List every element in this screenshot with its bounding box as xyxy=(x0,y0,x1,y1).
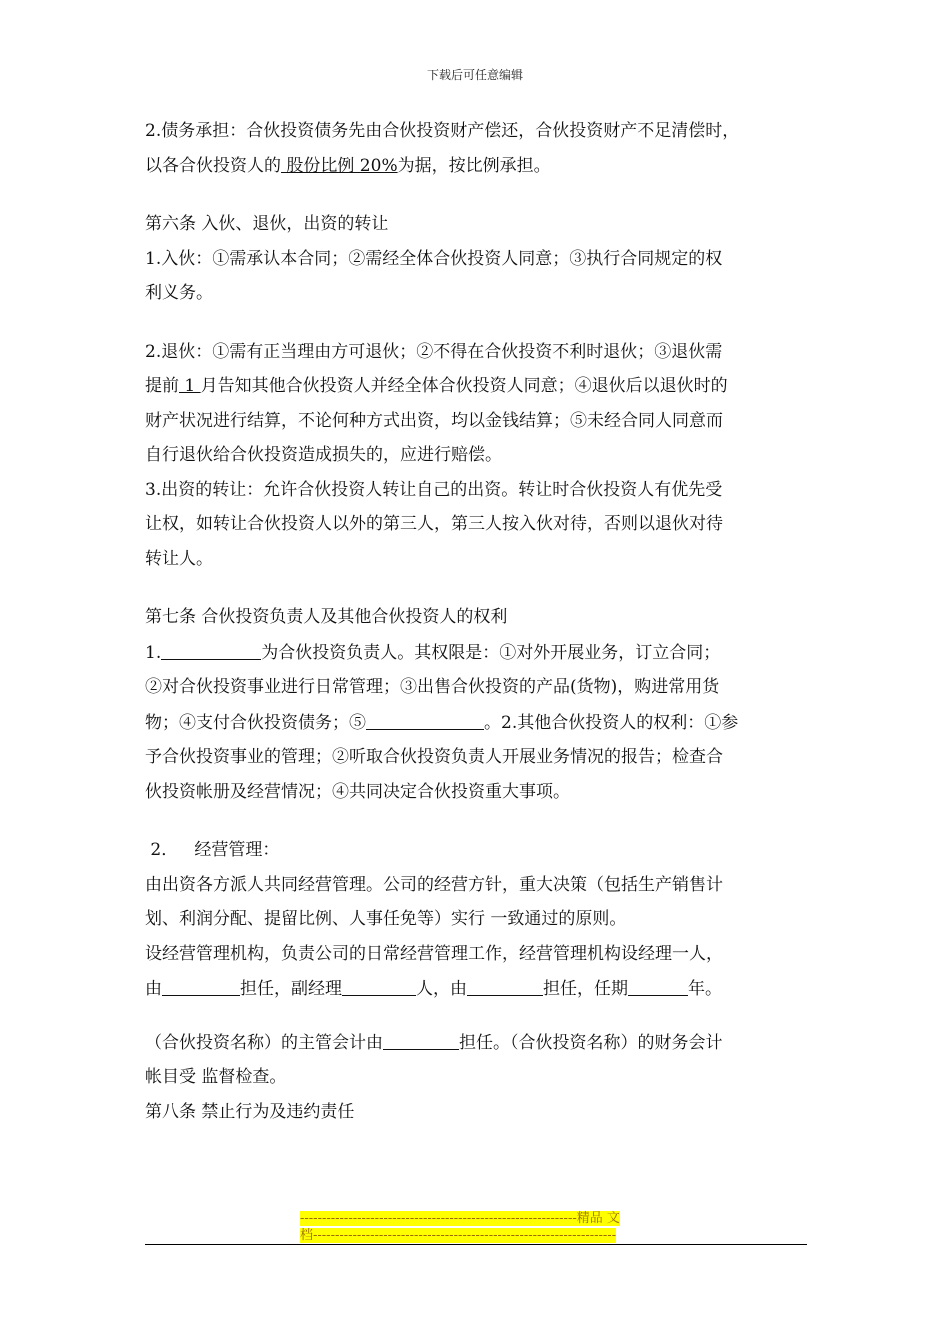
paragraph-line: 1.入伙：①需承认本合同；②需经全体合伙投资人同意；③执行合同规定的权 xyxy=(145,248,723,269)
footer-line: ---------------------------------------------------------------精品 文 xyxy=(300,1211,620,1226)
underlined-value: 股份比例 20% xyxy=(281,155,398,176)
paragraph-line: 让权，如转让合伙投资人以外的第三人，第三人按入伙对待，否则以退伙对待 xyxy=(145,514,723,534)
paragraph-line: 予合伙投资事业的管理；②听取合伙投资负责人开展业务情况的报告；检查合 xyxy=(145,747,723,767)
text: 由 xyxy=(145,979,162,999)
paragraph-line: 利义务。 xyxy=(145,283,213,303)
paragraph-line xyxy=(145,1025,810,1061)
paragraph-line: 伙投资帐册及经营情况；④共同决定合伙投资重大事项。 xyxy=(145,781,570,802)
text: 人，由 xyxy=(416,979,467,999)
paragraph-line xyxy=(145,635,810,671)
fill-in-blank xyxy=(467,971,543,996)
text: 为合伙投资负责人。其权限是：①对外开展业务，订立合同； xyxy=(261,642,721,663)
fill-in-blank xyxy=(383,1025,459,1050)
footer-line: 档--------------------------------------------------------------------- xyxy=(300,1228,617,1243)
fill-in-blank xyxy=(628,971,688,996)
text: 以各合伙投资人的 xyxy=(145,155,281,176)
fill-in-blank xyxy=(162,971,240,996)
paragraph-line: 由出资各方派人共同经营管理。公司的经营方针，重大决策（包括生产销售计 xyxy=(145,874,723,895)
page-header: 下载后可任意编辑 xyxy=(426,68,523,82)
text: 月告知其他合伙投资人并经全体合伙投资人同意；④退伙后以退伙时的 xyxy=(200,376,728,396)
article-heading-6: 第六条 入伙、退伙，出资的转让 xyxy=(145,214,389,234)
text: 年。 xyxy=(688,979,722,999)
paragraph-line: 2.债务承担：合伙投资债务先由合伙投资财产偿还，合伙投资财产不足清偿时， xyxy=(145,121,740,141)
paragraph-line xyxy=(145,369,810,404)
paragraph-line: 3.出资的转让：允许合伙投资人转让自己的出资。转让时合伙投资人有优先受 xyxy=(145,479,723,500)
document-body xyxy=(145,114,810,1129)
paragraph-line xyxy=(145,705,810,741)
text: 担任。（合伙投资名称）的财务会计 xyxy=(459,1032,723,1053)
text: 物；④支付合伙投资债务；⑤ xyxy=(145,712,366,733)
section-heading: 2． 经营管理： xyxy=(145,840,280,860)
text: 。2.其他合伙投资人的权利：①参 xyxy=(484,712,739,733)
paragraph-line: 帐目受 监督检查。 xyxy=(145,1067,287,1087)
paragraph-line xyxy=(145,149,810,184)
text: 担任，副经理 xyxy=(240,979,342,999)
paragraph-line: 财产状况进行结算，不论何种方式出资，均以金钱结算；⑤未经合同人同意而 xyxy=(145,410,723,431)
paragraph-line xyxy=(145,971,810,1007)
paragraph-line: 自行退伙给合伙投资造成损失的，应进行赔偿。 xyxy=(145,445,502,465)
footer-rule xyxy=(145,1244,807,1245)
paragraph-line: 设经营管理机构，负责公司的日常经营管理工作，经营管理机构设经理一人， xyxy=(145,943,723,964)
paragraph-line: 转让人。 xyxy=(145,548,213,569)
underlined-value: 1 xyxy=(179,376,201,396)
article-heading-7: 第七条 合伙投资负责人及其他合伙投资人的权利 xyxy=(145,607,508,627)
text: 提前 xyxy=(145,376,179,396)
fill-in-blank xyxy=(342,971,416,996)
paragraph-line: 划、利润分配、提留比例、人事任免等）实行 一致通过的原则。 xyxy=(145,909,627,929)
article-heading-8: 第八条 禁止行为及违约责任 xyxy=(145,1101,355,1122)
text: 为据，按比例承担。 xyxy=(397,155,551,176)
fill-in-blank xyxy=(366,705,484,730)
text: （合伙投资名称）的主管会计由 xyxy=(145,1032,383,1053)
fill-in-blank xyxy=(161,635,261,660)
paragraph-line: 2.退伙：①需有正当理由方可退伙；②不得在合伙投资不利时退伙；③退伙需 xyxy=(145,341,723,362)
text: 1. xyxy=(145,642,162,663)
paragraph-line: ②对合伙投资事业进行日常管理；③出售合伙投资的产品(货物)，购进常用货 xyxy=(145,677,720,697)
text: 担任，任期 xyxy=(543,979,628,999)
footer-watermark xyxy=(300,1210,650,1244)
